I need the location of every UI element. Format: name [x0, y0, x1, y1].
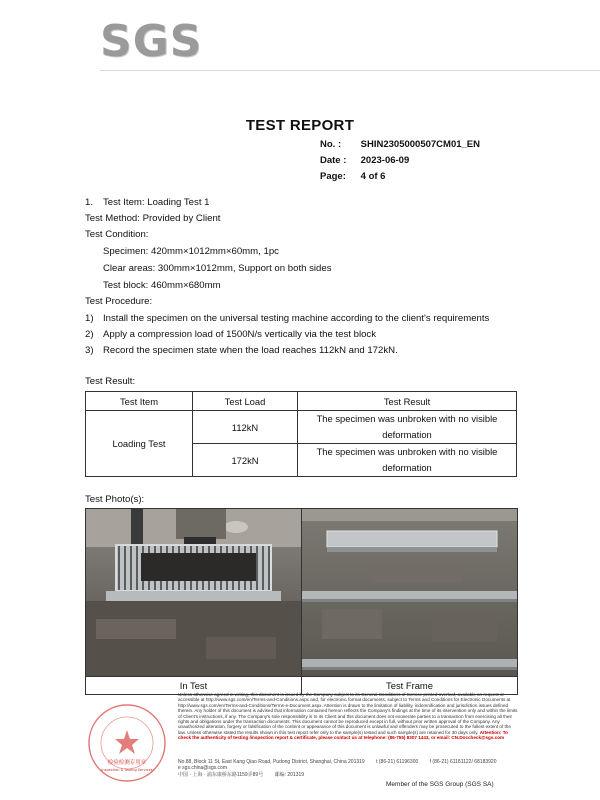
- caption-in-test: In Test: [86, 677, 302, 695]
- photos-table: [85, 508, 518, 695]
- report-page-label: Page:: [320, 171, 346, 182]
- procedure-step-text: Apply a compression load of 1500N/s vertically via the test block: [103, 329, 377, 340]
- company-stamp: [86, 702, 168, 784]
- header-test-load: Test Load: [193, 392, 298, 411]
- report-number-label: No. :: [320, 139, 342, 150]
- header-test-item: Test Item: [86, 392, 193, 411]
- member-text: Member of the SGS Group (SGS SA): [386, 781, 494, 788]
- report-number-value: SHIN2305000507CM01_EN: [360, 139, 480, 150]
- report-date-label: Date :: [320, 155, 347, 166]
- test-method: Test Method: Provided by Client: [85, 213, 221, 224]
- test-item-number: 1.: [85, 197, 94, 208]
- test-item: [85, 197, 209, 208]
- stamp-text: 检验检测专用章: [107, 760, 147, 766]
- procedure-step: [85, 345, 398, 356]
- photo-cell: [86, 509, 302, 677]
- procedure-step-number: 3): [85, 345, 94, 356]
- report-title: TEST REPORT: [245, 117, 355, 134]
- report-page-value: 4 of 6: [360, 171, 386, 182]
- photos-row: [86, 509, 518, 677]
- result-line: The specimen was unbroken with no visible: [316, 446, 498, 457]
- cell-test-result: [298, 444, 517, 477]
- test-frame-photo: [302, 509, 517, 676]
- cell-test-result: [298, 411, 517, 444]
- email: e sgs.china@sgs.com: [178, 765, 227, 771]
- cell-test-load: 172kN: [193, 444, 298, 477]
- procedure-step: [85, 329, 376, 340]
- specimen-spec: Specimen: 420mm×1012mm×60mm, 1pc: [103, 246, 279, 257]
- procedure-step-text: Install the specimen on the universal testing machine according to the client's requirements: [103, 313, 490, 324]
- logo-text: SGS: [100, 16, 203, 67]
- report-number: [320, 139, 480, 150]
- test-result-heading: Test Result:: [85, 376, 136, 387]
- table-row: [86, 411, 517, 444]
- header-test-result: Test Result: [298, 392, 517, 411]
- procedure-step-number: 1): [85, 313, 94, 324]
- test-block-spec: Test block: 460mm×680mm: [103, 280, 221, 291]
- procedure-step: [85, 313, 489, 324]
- test-photos-heading: Test Photo(s):: [85, 494, 145, 505]
- address-en: No.88, Block 11 St, East Kang Qiao Road, Pudong District, Shanghai, China 201319: [178, 759, 365, 765]
- procedure-step-number: 2): [85, 329, 94, 340]
- report-date: [320, 155, 409, 166]
- postcode: 邮编: 201319: [274, 772, 305, 778]
- sgs-logo: [100, 18, 203, 66]
- test-item-text: Test Item: Loading Test 1: [103, 197, 210, 208]
- legal-disclaimer: [178, 692, 518, 741]
- in-test-photo: [86, 509, 301, 676]
- photo-cell: [302, 509, 518, 677]
- clear-areas-spec: Clear areas: 300mm×1012mm, Support on both sides: [103, 263, 332, 274]
- disclaimer-text: Unless otherwise agreed in writing, this document is issued by the Company subject to its General Conditions of Service printed overleaf, available on request or accessible at http://www.sgs.com/en/Terms-and-Conditions.aspx and, for electronic format documents, subject to Terms and Conditions for Electronic Documents at http://www.sgs.com/en/Terms-and-Conditions/Terms-e-Document.aspx. Attention is drawn to the limitation of liability, indemnification and jurisdiction issues defined therein. Any holder of this document is advised that information contained hereon reflects the Company's findings at the time of its intervention only and within the limits of Client's instructions, if any. The Company's sole responsibility is to its Client and this document does not exonerate parties to a transaction from exercising all their rights and obligations under the transaction documents. This document cannot be reproduced except in full, without prior written approval of the Company. Any unauthorized alteration, forgery or falsification of the content or appearance of this document is unlawful and offenders may be prosecuted to the fullest extent of the law. Unless otherwise stated the results shown in this test report refer only to the sample(s) tested and such sample(s) are retained for 30 days only.: [178, 692, 518, 735]
- test-procedure-heading: Test Procedure:: [85, 296, 153, 307]
- report-date-value: 2023-06-09: [360, 155, 410, 166]
- address-cn: 中国 · 上海 · 浦东康桥东路1159弄89号: [178, 772, 264, 778]
- result-line: deformation: [382, 462, 432, 473]
- header-rule: [100, 70, 600, 71]
- result-table: [85, 391, 517, 477]
- test-condition-heading: Test Condition:: [85, 229, 149, 240]
- result-line: The specimen was unbroken with no visible: [316, 413, 498, 424]
- result-line: deformation: [382, 429, 432, 440]
- address-line: [178, 759, 518, 778]
- attention-text: Attention: To check the authenticity of testing /inspection report & certificate, please contact us at telephone: (86-755) 8307 1443, or email: CN.Doccheck@sgs.com: [178, 729, 508, 741]
- cell-test-load: 112kN: [193, 411, 298, 444]
- fax: f (86-21) 61181122/ 68183920: [429, 759, 497, 765]
- stamp-text-en: Inspection & Testing Services: [101, 768, 153, 772]
- procedure-step-text: Record the specimen state when the load reaches 112kN and 172kN.: [103, 345, 398, 356]
- cell-test-item: Loading Test: [86, 411, 193, 477]
- tel: t (86-21) 61196300: [376, 759, 419, 765]
- report-page: [320, 171, 385, 182]
- caption-test-frame: Test Frame: [302, 677, 518, 695]
- table-header-row: [86, 392, 517, 411]
